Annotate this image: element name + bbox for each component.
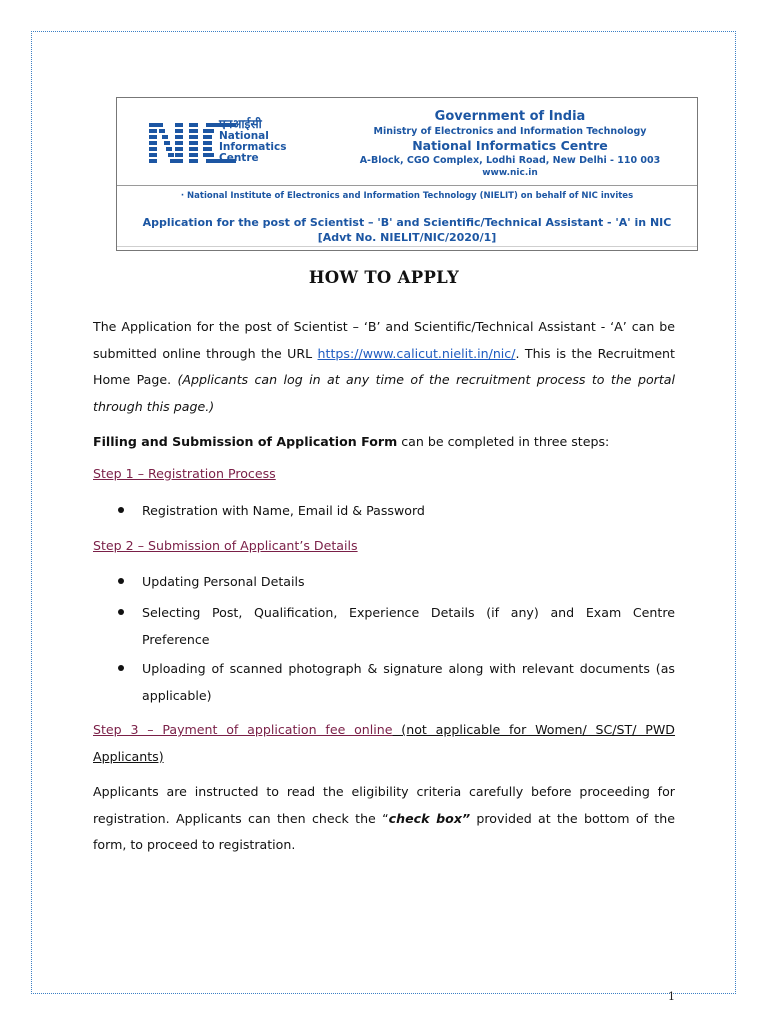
centre-url: www.nic.in [482,168,538,178]
step3-paragraph [93,717,675,770]
bullet-icon [118,507,124,513]
list-item [142,498,675,525]
logo-english-line: Informatics [219,141,287,153]
logo-english-line: National [219,130,269,142]
list-item-text: Registration with Name, Email id & Password [142,503,425,518]
application-post-text: Application for the post of Scientist – 'B' and Scientific/Technical Assistant - 'A' in NIC [142,216,672,229]
recruitment-url-link[interactable]: https://www.calicut.nielit.in/nic/ [317,345,516,361]
bullet-icon [118,665,124,671]
check-box-emphasis: check box” [388,810,471,826]
step2-heading-text: Step 2 – Submission of Applicant’s Details [93,538,358,553]
filling-rest: can be completed in three steps: [397,434,610,449]
ministry-name: Ministry of Electronics and Information Technology [373,126,647,137]
advertisement-number: [Advt No. NIELIT/NIC/2020/1] [317,231,497,244]
header-top [117,98,697,186]
intro-italic-note: (Applicants can log in at any time of the recruitment process to the portal through this page.) [93,372,675,414]
gov-title: Government of India [434,109,586,124]
step3-heading-text: Step 3 – Payment of application fee online [93,722,393,737]
closing-paragraph [93,779,675,859]
filling-paragraph [93,429,675,456]
closing-text: Applicants are instructed to read the eligibility criteria carefully before proceeding for registration. Applicants can then check the “ [93,784,675,826]
list-item [142,600,675,653]
centre-name: National Informatics Centre [412,138,608,153]
step1-heading-text: Step 1 – Registration Process [93,466,276,481]
step2-heading [93,533,675,560]
invite-line: · National Institute of Electronics and Information Technology (NIELIT) on behalf of NIC invites [180,191,634,201]
step3-note: (not applicable for Women/ SC/ST/ PWD Applicants) [93,722,676,764]
list-item [142,656,675,709]
centre-address: A-Block, CGO Complex, Lodhi Road, New Delhi - 110 003 [359,155,661,166]
page-number: 1 [668,990,675,1003]
bullet-icon [118,609,124,615]
intro-paragraph [93,314,675,420]
bullet-icon [118,578,124,584]
page-title: HOW TO APPLY [308,268,460,287]
header-banner [116,97,698,251]
logo-text [219,117,286,164]
government-block [355,109,665,179]
filling-bold: Filling and Submission of Application Form [93,434,398,449]
application-line [117,215,697,245]
intro-text: The Application for the post of Scientist – ‘B’ and Scientific/Technical Assistant - ‘A’ can be submitted online through the URL [93,319,675,361]
list-item-text: Selecting Post, Qualification, Experience Details (if any) and Exam Centre Preference [142,605,675,647]
step1-heading [93,461,675,488]
list-item-text: Uploading of scanned photograph & signature along with relevant documents (as applicable) [142,661,675,703]
header-bottom-rule [117,246,697,247]
closing-text-2: provided at the bottom of the form, to proceed to registration. [93,810,675,852]
logo-english-line: Centre [219,152,259,164]
logo-hindi: एनआईसी [219,117,262,131]
list-item [142,569,675,596]
list-item-text: Updating Personal Details [142,574,305,589]
header-divider [117,185,697,186]
intro-text-2: . This is the Recruitment Home Page. [93,345,675,387]
